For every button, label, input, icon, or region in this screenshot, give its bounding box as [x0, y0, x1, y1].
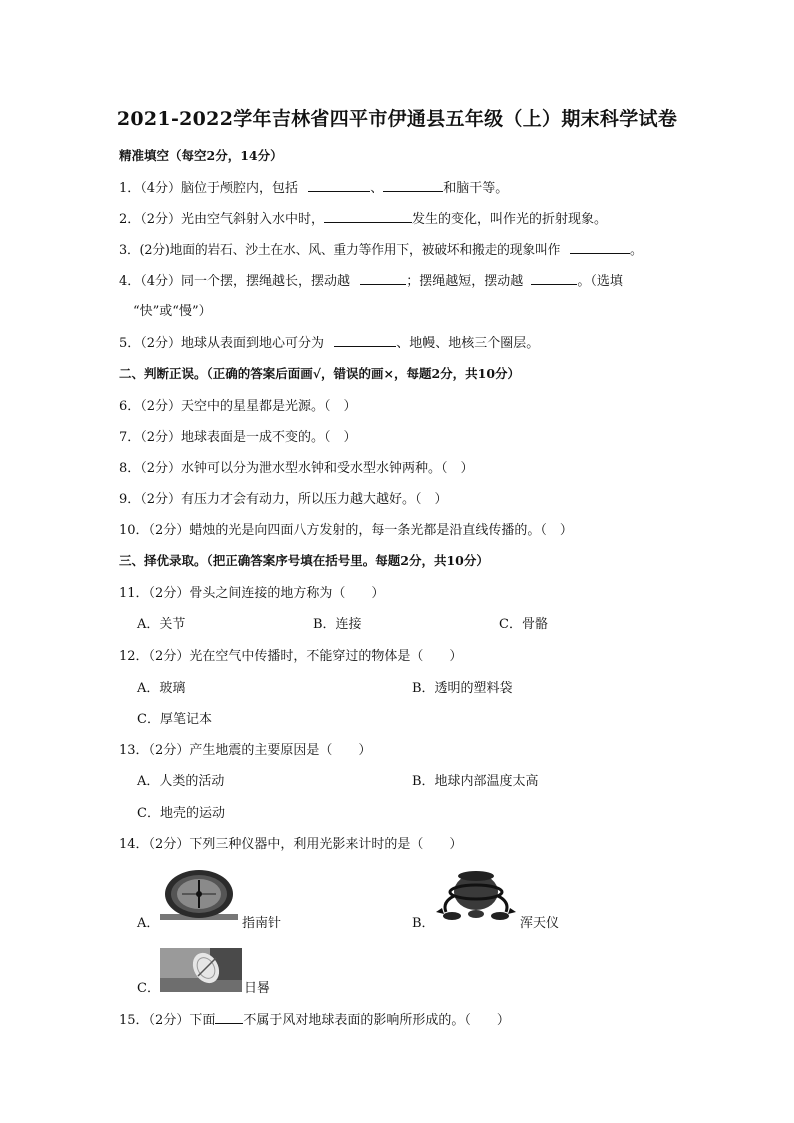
armillary-sphere-image: [432, 862, 520, 926]
sundial-image: [160, 948, 242, 992]
q15-text: 15．（2分）下面: [119, 1013, 216, 1028]
section-heading-choice: 三、择优录取。（把正确答案序号填在括号里。每题2分，共10分）: [119, 553, 489, 568]
question-15: [119, 1009, 510, 1028]
q5-text: 、地幔、地核三个圈层。: [396, 336, 540, 351]
q15-text: 不属于风对地球表面的影响所形成的。（ ）: [243, 1013, 510, 1028]
option-a[interactable]: A．玻璃: [137, 681, 186, 696]
q3-text: 。: [630, 243, 643, 258]
answer-blank[interactable]: [570, 241, 630, 254]
page-title: 2021-2022学年吉林省四平市伊通县五年级（上）期末科学试卷: [116, 108, 678, 130]
question-3: [119, 239, 643, 258]
question-1: [119, 177, 508, 196]
q4-text: 4．（4分）同一个摆，摆绳越长，摆动越: [119, 274, 351, 289]
question-2: [119, 208, 607, 227]
option-c[interactable]: C．厚笔记本: [137, 712, 212, 727]
option-a[interactable]: A．关节: [137, 617, 186, 632]
q4-text: 。（选填: [577, 274, 623, 289]
option-c[interactable]: C．: [137, 981, 160, 996]
option-c[interactable]: C．骨骼: [499, 617, 548, 632]
question-7: 7．（2分）地球表面是一成不变的。（ ）: [119, 430, 357, 445]
question-5: [119, 332, 539, 351]
q1-text: 、: [370, 181, 384, 196]
answer-blank[interactable]: [215, 1011, 243, 1024]
question-10: 10．（2分）蜡烛的光是向四面八方发射的，每一条光都是沿直线传播的。（ ）: [119, 523, 573, 538]
q3-text: 3．(2分)地面的岩石、沙土在水、风、重力等作用下，被破坏和搬走的现象叫作: [119, 243, 561, 258]
question-13: 13．（2分）产生地震的主要原因是（ ）: [119, 743, 372, 758]
question-11: 11．（2分）骨头之间连接的地方称为（ ）: [119, 586, 385, 601]
question-4-continued: “快”或“慢”）: [133, 304, 212, 319]
q4-text: ；摆绳越短，摆动越: [406, 274, 524, 289]
q2-text: 发生的变化，叫作光的折射现象。: [412, 212, 608, 227]
option-b[interactable]: B．地球内部温度太高: [412, 774, 539, 789]
option-b[interactable]: B．连接: [313, 617, 362, 632]
q5-text: 5．（2分）地球从表面到地心可分为: [119, 336, 325, 351]
question-6: 6．（2分）天空中的星星都是光源。（ ）: [119, 399, 357, 414]
q1-text: 1．（4分）脑位于颅腔内，包括: [119, 181, 299, 196]
answer-blank[interactable]: [383, 179, 443, 192]
question-4: [119, 270, 623, 289]
option-a[interactable]: A．: [137, 916, 160, 931]
armillary-label: 浑天仪: [520, 916, 560, 931]
answer-blank[interactable]: [334, 334, 396, 347]
question-14: 14．（2分）下列三种仪器中，利用光影来计时的是（ ）: [119, 837, 463, 852]
option-c[interactable]: C．地壳的运动: [137, 806, 225, 821]
question-8: 8．（2分）水钟可以分为泄水型水钟和受水型水钟两种。（ ）: [119, 461, 474, 476]
answer-blank[interactable]: [308, 179, 370, 192]
q2-text: 2．（2分）光由空气斜射入水中时，: [119, 212, 325, 227]
answer-blank[interactable]: [360, 272, 406, 285]
option-b[interactable]: B．透明的塑料袋: [412, 681, 513, 696]
option-b[interactable]: B．: [412, 916, 435, 931]
q1-text: 和脑干等。: [443, 181, 509, 196]
question-9: 9．（2分）有压力才会有动力，所以压力越大越好。（ ）: [119, 492, 448, 507]
answer-blank[interactable]: [324, 210, 412, 223]
compass-label: 指南针: [242, 916, 282, 931]
section-heading-fill: 精准填空（每空2分，14分）: [119, 148, 283, 163]
question-12: 12．（2分）光在空气中传播时，不能穿过的物体是（ ）: [119, 649, 463, 664]
section-heading-judge: 二、判断正误。（正确的答案后面画√，错误的画×，每题2分，共10分）: [119, 366, 521, 381]
sundial-label: 日晷: [244, 981, 271, 996]
compass-image: [160, 868, 238, 922]
answer-blank[interactable]: [531, 272, 577, 285]
option-a[interactable]: A．人类的活动: [137, 774, 225, 789]
